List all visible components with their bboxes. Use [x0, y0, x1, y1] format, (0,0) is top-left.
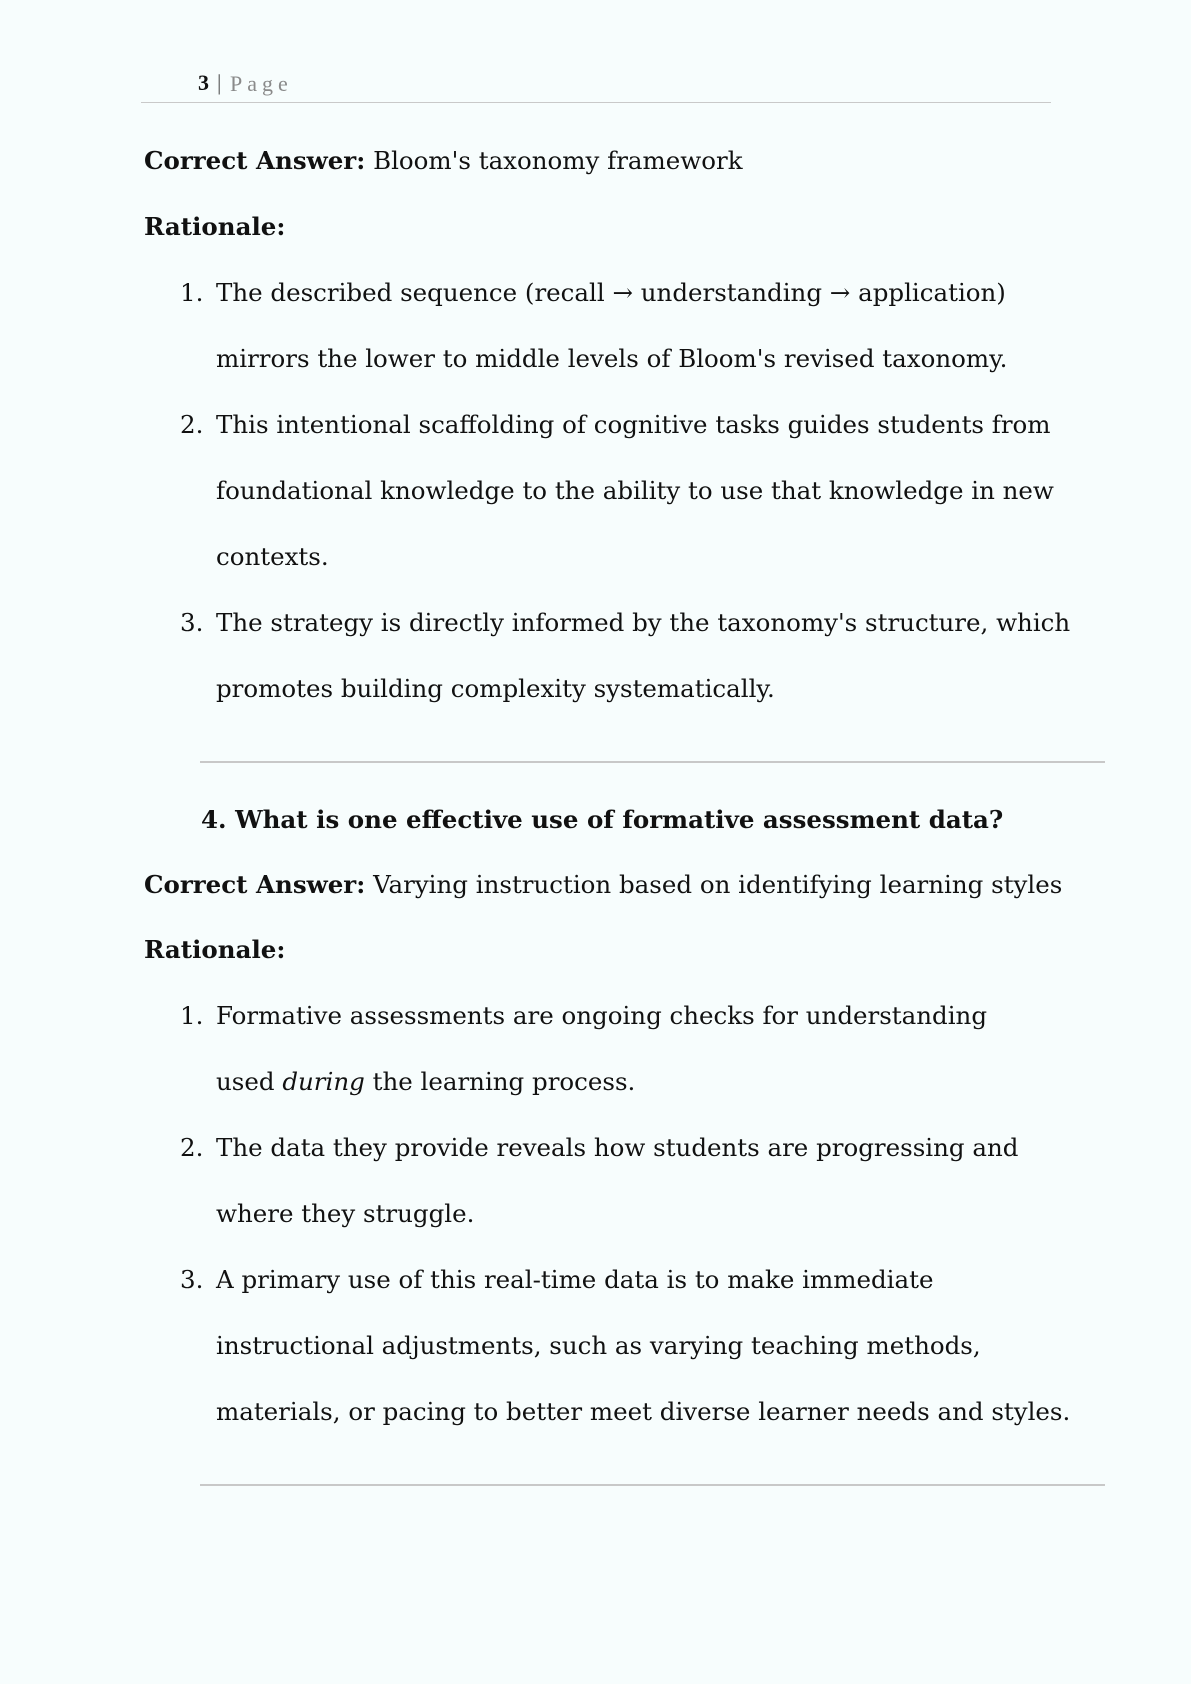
q4-item-3-number: 3.: [180, 1265, 204, 1294]
q3-item-2-line-3: contexts.: [216, 542, 329, 571]
q3-item-3-line-2: promotes building complexity systematically.: [216, 674, 775, 703]
q3-item-3-line-1: The strategy is directly informed by the taxonomy's structure, which: [216, 608, 1071, 637]
correct-answer-label: Correct Answer:: [144, 870, 366, 899]
q3-rationale-label: Rationale:: [144, 212, 286, 241]
q4-correct-answer: [144, 870, 1062, 899]
q3-item-1-line-2: mirrors the lower to middle levels of Bloom's revised taxonomy.: [216, 344, 1008, 373]
q4-item-3-line-2: instructional adjustments, such as varying teaching methods,: [216, 1331, 981, 1360]
correct-answer-label: Correct Answer:: [144, 146, 366, 175]
q4-item-2-line-1: The data they provide reveals how students are progressing and: [216, 1133, 1019, 1162]
q4-item-1-number: 1.: [180, 1001, 204, 1030]
q4-item-2-number: 2.: [180, 1133, 204, 1162]
q4-item-2-line-2: where they struggle.: [216, 1199, 475, 1228]
page-separator: |: [217, 70, 222, 95]
q3-correct-answer: [144, 146, 743, 175]
section-divider: [200, 1484, 1105, 1486]
correct-answer-value: Varying instruction based on identifying learning styles: [373, 870, 1063, 899]
q4-rationale-label: Rationale:: [144, 935, 286, 964]
q3-item-3-number: 3.: [180, 608, 204, 637]
q3-item-2-line-2: foundational knowledge to the ability to use that knowledge in new: [216, 476, 1054, 505]
q4-question: 4. What is one effective use of formative assessment data?: [201, 805, 1004, 834]
q3-item-1-number: 1.: [180, 278, 204, 307]
q3-item-2-line-1: This intentional scaffolding of cognitive tasks guides students from: [216, 410, 1051, 439]
page-number: 3: [198, 70, 209, 95]
q4-item-1-line-2: [216, 1067, 635, 1096]
emphasis-text: during: [282, 1067, 365, 1096]
q4-item-1-line-1: Formative assessments are ongoing checks for understanding: [216, 1001, 988, 1030]
q3-item-2-number: 2.: [180, 410, 204, 439]
correct-answer-value: Bloom's taxonomy framework: [373, 146, 743, 175]
page-header: [141, 68, 1051, 103]
page-label: Page: [230, 71, 293, 96]
q4-item-3-line-1: A primary use of this real-time data is to make immediate: [216, 1265, 934, 1294]
q3-item-1-line-1: The described sequence (recall → understanding → application): [216, 278, 1006, 307]
text-run: used: [216, 1067, 283, 1096]
text-run: the learning process.: [364, 1067, 636, 1096]
section-divider: [200, 761, 1105, 763]
q4-item-3-line-3: materials, or pacing to better meet diverse learner needs and styles.: [216, 1397, 1071, 1426]
